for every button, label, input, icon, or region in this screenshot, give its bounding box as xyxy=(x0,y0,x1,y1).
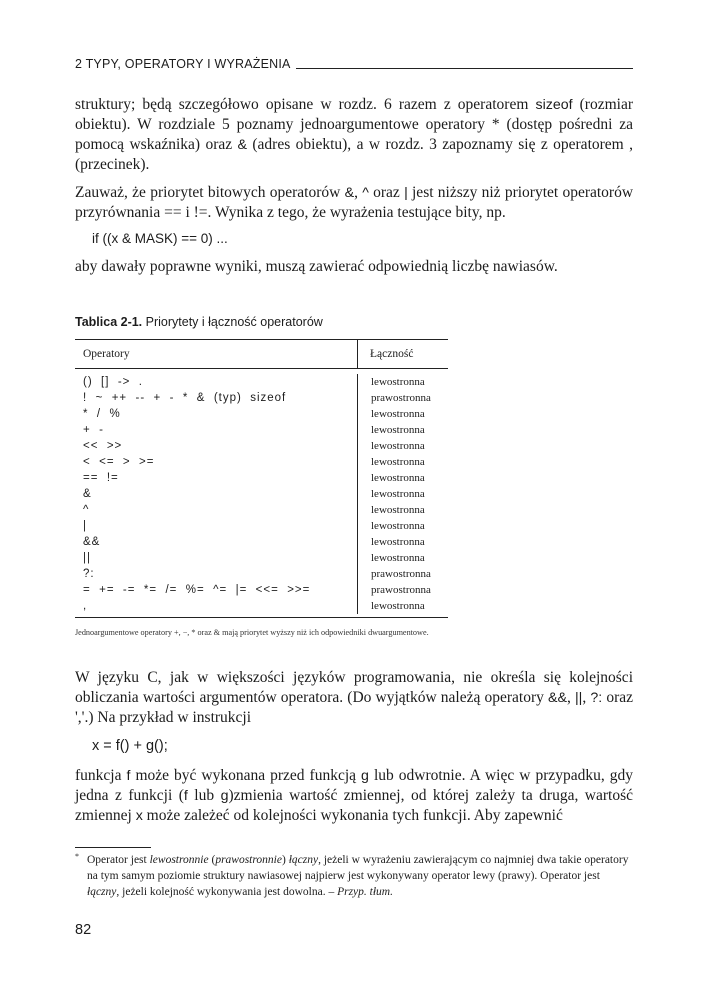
table-row-associativity: lewostronna xyxy=(371,504,425,516)
table-row-associativity: lewostronna xyxy=(371,600,425,612)
operator-table xyxy=(75,339,448,618)
paragraph-4: W języku C, jak w większości języków programowania, nie określa się kolejności obliczania wartości argumentów operatora. (Do wyjątków należą operatory &&, ||, ?: oraz ','.) Na przykład w instrukcji xyxy=(75,669,634,726)
table-row-operators: ! ~ ++ -- + - * & (typ) sizeof xyxy=(83,392,287,404)
table-row-operators: & xyxy=(83,488,92,500)
paragraph-1: struktury; będą szczegółowo opisane w rozdz. 6 razem z operatorem sizeof (rozmiar obiektu). W rozdziale 5 poznamy jednoargumentowe operatory * (dostęp pośredni za pomocą wskaźnika) oraz & (adres obiektu), a w rozdz. 3 zapoznamy się z operatorem , (przecinek). xyxy=(75,96,634,173)
page-number: 82 xyxy=(75,922,92,938)
table-row-associativity: lewostronna xyxy=(371,440,425,452)
table-row-associativity: prawostronna xyxy=(371,392,431,404)
table-row-operators: + - xyxy=(83,424,104,436)
code-sizeof: sizeof xyxy=(535,97,573,113)
table-row-associativity: lewostronna xyxy=(371,520,425,532)
table-row-operators: || xyxy=(83,552,91,564)
table-row-operators: == != xyxy=(83,472,119,484)
footnote-mark: * xyxy=(75,852,79,861)
table-row-associativity: lewostronna xyxy=(371,536,425,548)
paragraph-2: Zauważ, że priorytet bitowych operatorów &, ^ oraz | jest niższy niż priorytet operatorów przyrównania == i !=. Wynika z tego, że wyrażenia testujące bity, np. xyxy=(75,184,634,221)
table-row-operators: , xyxy=(83,600,88,612)
footnote: * Operator jest lewostronnie (prawostronnie) łączny, jeżeli w wyrażeniu zawierającym co najmniej dwa takie operatory na tym samym poziomie struktury nawiasowej najpierw jest wykonywany operator lewy (prawy). Operator jest łączny, jeżeli kolejność wykonywania jest dowolna. – Przyp. tłum. xyxy=(75,852,635,900)
table-row-operators: () [] -> . xyxy=(83,376,143,388)
code-example-1: if ((x & MASK) == 0) ... xyxy=(92,231,228,246)
table-row-operators: << >> xyxy=(83,440,123,452)
code-example-2: x = f() + g(); xyxy=(92,738,168,754)
table-row-operators: | xyxy=(83,520,87,532)
col-header-associativity: Łączność xyxy=(370,348,414,360)
table-row-operators: ^ xyxy=(83,504,90,516)
table-row-associativity: prawostronna xyxy=(371,584,431,596)
running-header xyxy=(75,55,633,71)
code-amp: & xyxy=(237,137,247,153)
header-rule xyxy=(296,68,633,69)
paragraph-3: aby dawały poprawne wyniki, muszą zawierać odpowiednią liczbę nawiasów. xyxy=(75,258,558,275)
table-row-associativity: lewostronna xyxy=(371,552,425,564)
table-row-associativity: lewostronna xyxy=(371,408,425,420)
table-row-associativity: lewostronna xyxy=(371,424,425,436)
associativity-column xyxy=(358,374,448,614)
table-row-operators: = += -= *= /= %= ^= |= <<= >>= xyxy=(83,584,311,596)
chapter-title: 2 TYPY, OPERATORY I WYRAŻENIA xyxy=(75,57,291,71)
col-header-operators: Operatory xyxy=(75,340,358,368)
table-caption-text: Priorytety i łączność operatorów xyxy=(142,315,323,329)
footnote-rule xyxy=(75,847,151,848)
table-caption xyxy=(75,315,323,329)
table-note: Jednoargumentowe operatory +, −, * oraz & mają priorytet wyższy niż ich odpowiedniki dwuargumentowe. xyxy=(75,628,429,637)
table-row-associativity: lewostronna xyxy=(371,456,425,468)
table-row-associativity: lewostronna xyxy=(371,472,425,484)
table-row-associativity: lewostronna xyxy=(371,376,425,388)
table-row-operators: < <= > >= xyxy=(83,456,155,468)
table-caption-label: Tablica 2-1. xyxy=(75,315,143,329)
table-row-operators: && xyxy=(83,536,101,548)
table-body xyxy=(75,369,448,617)
paragraph-5: funkcja f może być wykonana przed funkcją g lub odwrotnie. A więc w przypadku, gdy jedna z funkcji (f lub g)zmienia wartość zmiennej, od której zależy ta druga, wartość zmiennej x może zależeć od kolejności wykonania tych funkcji. Aby zapewnić xyxy=(75,767,634,824)
table-header xyxy=(75,340,448,369)
table-row-associativity: prawostronna xyxy=(371,568,431,580)
table-row-operators: ?: xyxy=(83,568,95,580)
operators-column xyxy=(75,374,358,614)
table-row-associativity: lewostronna xyxy=(371,488,425,500)
table-row-operators: * / % xyxy=(83,408,121,420)
